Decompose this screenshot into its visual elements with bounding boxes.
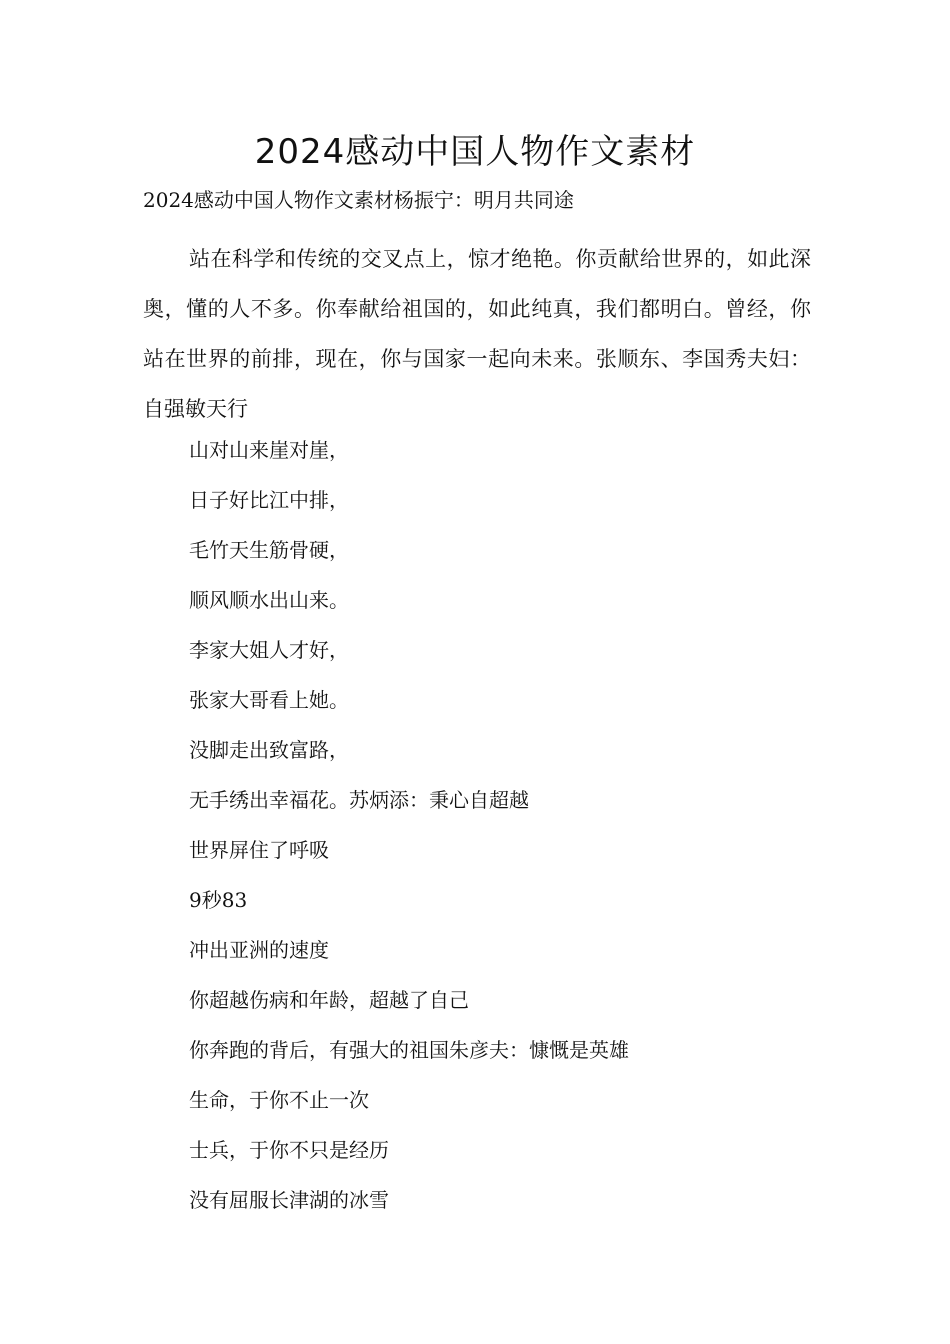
poem-line: 世界屏住了呼吸 [189,838,329,862]
poem-line: 无手绣出幸福花。苏炳添：秉心自超越 [189,788,529,812]
poem-line: 山对山来崖对崖， [189,438,349,462]
document-subtitle: 2024感动中国人物作文素材杨振宁：明月共同途 [143,188,574,212]
poem-line: 士兵，于你不只是经历 [189,1138,389,1162]
poem-lines [189,434,829,1234]
poem-line: 没脚走出致富路， [189,738,349,762]
poem-line: 张家大哥看上她。 [189,688,349,712]
poem-line: 冲出亚洲的速度 [189,938,329,962]
document-title: 2024感动中国人物作文素材 [254,132,696,172]
poem-line: 李家大姐人才好， [189,638,349,662]
poem-line: 没有屈服长津湖的冰雪 [189,1188,389,1212]
poem-line: 生命，于你不止一次 [189,1088,369,1112]
poem-line: 毛竹天生筋骨硬， [189,538,349,562]
poem-line: 9秒83 [189,888,248,912]
poem-line: 你奔跑的背后，有强大的祖国朱彦夫：慷慨是英雄 [189,1038,629,1062]
body-paragraph: 站在科学和传统的交叉点上，惊才绝艳。你贡献给世界的，如此深奥，懂的人不多。你奉献给祖国的，如此纯真，我们都明白。曾经，你站在世界的前排，现在，你与国家一起向未来。张顺东、李国秀夫妇：自强敏天行 [143,247,811,421]
poem-line: 你超越伤病和年龄，超越了自己 [189,988,469,1012]
poem-line: 日子好比江中排， [189,488,349,512]
poem-line: 顺风顺水出山来。 [189,588,349,612]
